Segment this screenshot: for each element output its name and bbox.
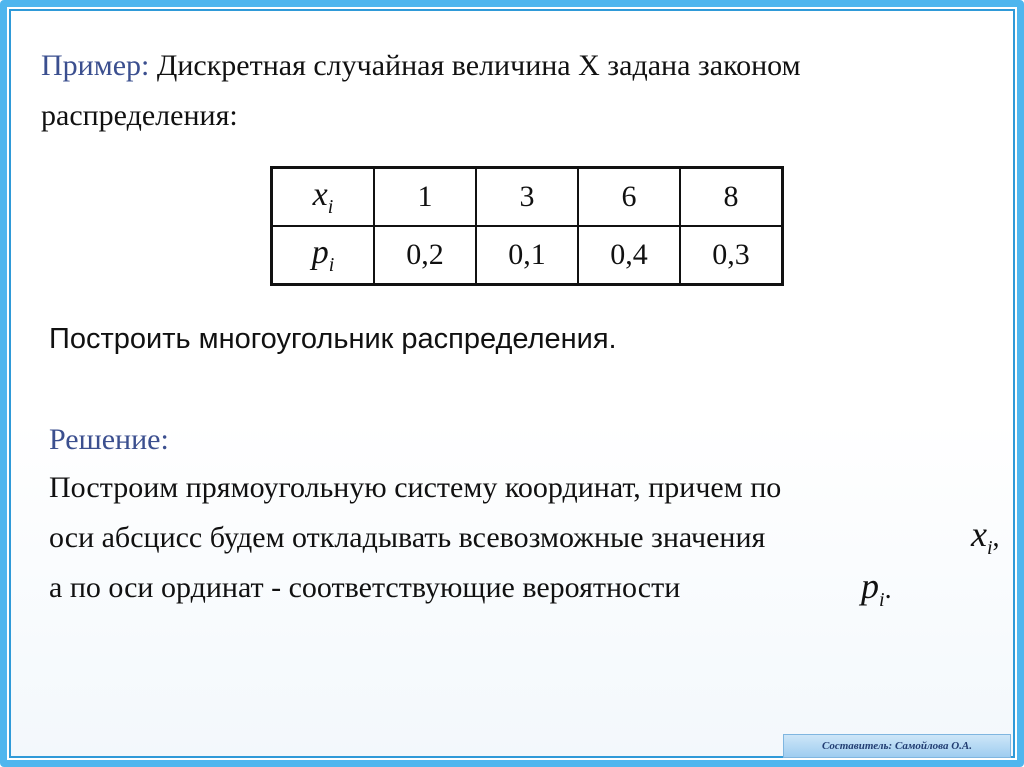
- example-text-line2: распределения:: [41, 99, 238, 132]
- table-cell: 0,2: [374, 226, 476, 285]
- solution-label: Решение:: [49, 423, 169, 456]
- solution-line1: Построим прямоугольную систему координат, причем по: [49, 471, 782, 504]
- table-cell: 3: [476, 168, 578, 227]
- table-row-p: [272, 226, 783, 285]
- task-text: Построить многоугольник распределения.: [49, 323, 617, 355]
- slide-content: [9, 9, 1015, 758]
- solution-line2: оси абсцисс будем откладывать всевозможные значения: [49, 521, 766, 554]
- table-cell: 0,3: [680, 226, 783, 285]
- solution-line3: а по оси ординат - соответствующие вероятности: [49, 571, 681, 604]
- example-text-line1: Дискретная случайная величина X задана законом: [156, 49, 801, 82]
- table-cell: 1: [374, 168, 476, 227]
- example-heading: [41, 49, 801, 83]
- example-label: Пример:: [41, 49, 150, 82]
- math-p-i: $p_i$.: [861, 566, 892, 612]
- table-cell: 8: [680, 168, 783, 227]
- table-cell: 0,1: [476, 226, 578, 285]
- distribution-table: [270, 166, 784, 286]
- author-badge: Составитель: Самойлова О.А.: [783, 734, 1011, 758]
- math-x-i: $x_i$,: [971, 514, 1000, 560]
- table-head-p: $p_i$: [272, 226, 375, 285]
- table-cell: 0,4: [578, 226, 680, 285]
- table-head-x: $x_i$: [272, 168, 375, 227]
- table-row-x: [272, 168, 783, 227]
- table-cell: 6: [578, 168, 680, 227]
